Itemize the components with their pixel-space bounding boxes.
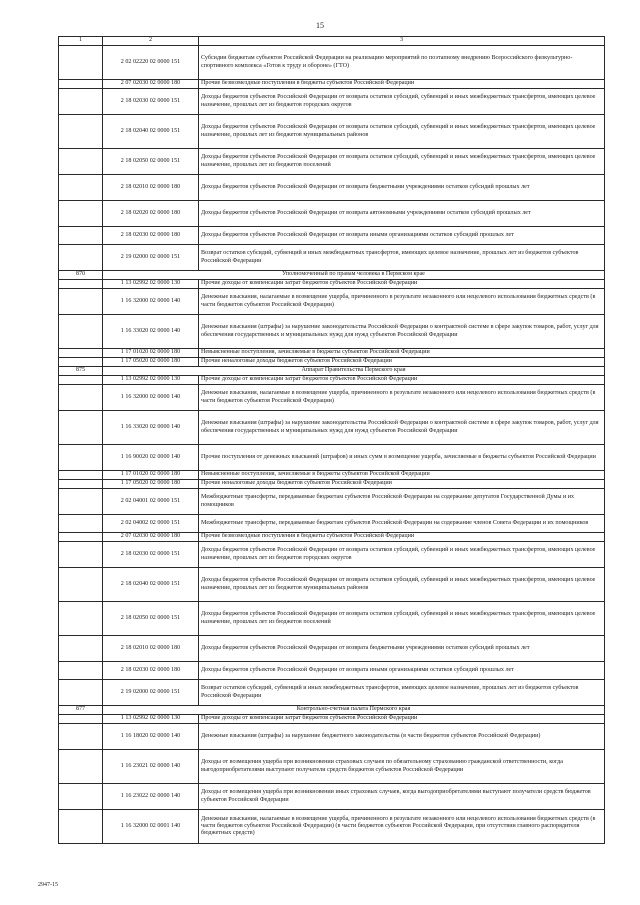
revenue-description: Межбюджетные трансферты, передаваемые бюджетам субъектов Российской Федерации на содержание депутатов Государственной Думы и их помощников	[199, 489, 605, 515]
column-number-1: 1	[59, 37, 103, 46]
administrator-code: 877	[59, 706, 103, 715]
administrator-code-cell	[59, 376, 103, 385]
budget-classification-code: 1 16 32000 02 0000 140	[103, 289, 199, 315]
administrator-code-cell	[59, 810, 103, 844]
administrator-name: Контрольно-счетная палата Пермского края	[103, 706, 605, 715]
table-body	[59, 46, 605, 844]
administrator-code-cell	[59, 89, 103, 115]
revenue-description: Прочие безвозмездные поступления в бюджеты субъектов Российской Федерации	[199, 80, 605, 89]
table-row	[59, 602, 605, 636]
table-row	[59, 315, 605, 349]
section-header-row	[59, 271, 605, 280]
revenue-description: Межбюджетные трансферты, передаваемые бюджетам субъектов Российской Федерации на содержание членов Совета Федерации и их помощников	[199, 515, 605, 533]
budget-classification-code: 2 18 02050 02 0000 151	[103, 602, 199, 636]
revenue-description: Денежные взыскания, налагаемые в возмещение ущерба, причиненного в результате незаконного или нецелевого использования бюджетных средств (в части бюджетов субъектов Российской Федерации) (в части бюджетов субъектов Российской Федерации, при отсутствии главного распорядителя бюджетных средств)	[199, 810, 605, 844]
revenue-description: Доходы бюджетов субъектов Российской Федерации от возврата автономными учреждениями остатков субсидий прошлых лет	[199, 201, 605, 227]
revenue-description: Доходы бюджетов субъектов Российской Федерации от возврата остатков субсидий, субвенций и иных межбюджетных трансфертов, имеющих целевое назначение, прошлых лет из бюджетов городских округов	[199, 542, 605, 568]
administrator-code-cell	[59, 680, 103, 706]
table-row	[59, 715, 605, 724]
revenue-description: Возврат остатков субсидий, субвенций и иных межбюджетных трансфертов, имеющих целевое назначение, прошлых лет из бюджетов субъектов Российской Федерации	[199, 245, 605, 271]
budget-classification-code: 2 07 02030 02 0000 180	[103, 533, 199, 542]
revenue-description: Доходы бюджетов субъектов Российской Федерации от возврата остатков субсидий, субвенций и иных межбюджетных трансфертов, имеющих целевое назначение, прошлых лет из бюджетов поселений	[199, 149, 605, 175]
revenue-description: Невыясненные поступления, зачисляемые в бюджеты субъектов Российской Федерации	[199, 349, 605, 358]
table-row	[59, 680, 605, 706]
budget-classification-code: 2 18 02030 02 0000 151	[103, 542, 199, 568]
revenue-description: Прочие доходы от компенсации затрат бюджетов субъектов Российской Федерации	[199, 280, 605, 289]
revenue-description: Денежные взыскания, налагаемые в возмещение ущерба, причиненного в результате незаконного или нецелевого использования бюджетных средств (в части бюджетов субъектов Российской Федерации)	[199, 289, 605, 315]
table-row	[59, 46, 605, 80]
table-row	[59, 289, 605, 315]
administrator-code-cell	[59, 358, 103, 367]
budget-classification-code: 1 13 02992 02 0000 130	[103, 376, 199, 385]
administrator-code-cell	[59, 385, 103, 411]
table-row	[59, 149, 605, 175]
administrator-code-cell	[59, 715, 103, 724]
budget-classification-code: 2 19 02000 02 0000 151	[103, 245, 199, 271]
table-row	[59, 471, 605, 480]
section-header-row	[59, 706, 605, 715]
revenue-description: Прочие доходы от компенсации затрат бюджетов субъектов Российской Федерации	[199, 376, 605, 385]
table-row	[59, 533, 605, 542]
table-row	[59, 724, 605, 750]
table-row	[59, 80, 605, 89]
administrator-code-cell	[59, 175, 103, 201]
revenue-description: Доходы бюджетов субъектов Российской Федерации от возврата бюджетными учреждениями остатков субсидий прошлых лет	[199, 175, 605, 201]
table-row	[59, 227, 605, 245]
administrator-code-cell	[59, 784, 103, 810]
budget-classification-code: 2 02 04002 02 0000 151	[103, 515, 199, 533]
administrator-code-cell	[59, 280, 103, 289]
administrator-code-cell	[59, 636, 103, 662]
revenue-description: Денежные взыскания (штрафы) за нарушение законодательства Российской Федерации о контрактной системе в сфере закупок товаров, работ, услуг для обеспечения государственных и муниципальных нужд для нужд субъектов Российской Федерации	[199, 315, 605, 349]
budget-classification-code: 2 18 02050 02 0000 151	[103, 149, 199, 175]
administrator-code-cell	[59, 480, 103, 489]
budget-classification-code: 2 18 02040 02 0000 151	[103, 115, 199, 149]
table-row	[59, 636, 605, 662]
budget-classification-code: 1 16 32000 02 0000 140	[103, 385, 199, 411]
budget-classification-code: 1 16 23022 02 0000 140	[103, 784, 199, 810]
revenue-description: Доходы от возмещения ущерба при возникновении иных страховых случаев, когда выгодоприобретателями выступают получатели средств бюджетов субъектов Российской Федерации	[199, 784, 605, 810]
revenue-description: Субсидии бюджетам субъектов Российской Федерации на реализацию мероприятий по поэтапному внедрению Всероссийского физкультурно-спортивного комплекса «Готов к труду и обороне» (ГТО)	[199, 46, 605, 80]
budget-classification-code: 1 16 32000 02 0001 140	[103, 810, 199, 844]
budget-classification-code: 2 18 02030 02 0000 180	[103, 662, 199, 680]
budget-classification-code: 2 18 02030 02 0000 151	[103, 89, 199, 115]
revenue-description: Доходы бюджетов субъектов Российской Федерации от возврата остатков субсидий, субвенций и иных межбюджетных трансфертов, имеющих целевое назначение, прошлых лет из бюджетов муниципальных районов	[199, 568, 605, 602]
table-row	[59, 411, 605, 445]
revenue-description: Прочие доходы от компенсации затрат бюджетов субъектов Российской Федерации	[199, 715, 605, 724]
table-row	[59, 810, 605, 844]
table-row	[59, 489, 605, 515]
administrator-code-cell	[59, 533, 103, 542]
revenue-description: Доходы от возмещения ущерба при возникновении страховых случаев по обязательному страхованию гражданской ответственности, когда выгодоприобретателями выступают получатели средств бюджетов субъектов Российской Федерации	[199, 750, 605, 784]
budget-classification-code: 2 18 02010 02 0000 180	[103, 636, 199, 662]
budget-classification-code: 1 16 33020 02 0000 140	[103, 411, 199, 445]
column-number-3: 3	[199, 37, 605, 46]
table-row	[59, 280, 605, 289]
revenue-description: Прочие безвозмездные поступления в бюджеты субъектов Российской Федерации	[199, 533, 605, 542]
revenue-description: Доходы бюджетов субъектов Российской Федерации от возврата остатков субсидий, субвенций и иных межбюджетных трансфертов, имеющих целевое назначение, прошлых лет из бюджетов городских округов	[199, 89, 605, 115]
administrator-code-cell	[59, 750, 103, 784]
revenue-description: Прочие неналоговые доходы бюджетов субъектов Российской Федерации	[199, 358, 605, 367]
administrator-code: 875	[59, 367, 103, 376]
budget-classification-code: 2 07 02030 02 0000 180	[103, 80, 199, 89]
budget-classification-code: 1 17 05020 02 0000 180	[103, 358, 199, 367]
administrator-code-cell	[59, 411, 103, 445]
budget-classification-code: 1 17 05020 02 0000 180	[103, 480, 199, 489]
column-number-2: 2	[103, 37, 199, 46]
table-row	[59, 662, 605, 680]
administrator-code-cell	[59, 46, 103, 80]
revenue-description: Прочие неналоговые доходы бюджетов субъектов Российской Федерации	[199, 480, 605, 489]
table-row	[59, 376, 605, 385]
footer-document-code: 2947-15	[38, 882, 58, 888]
table-row	[59, 175, 605, 201]
administrator-code-cell	[59, 662, 103, 680]
table-row	[59, 245, 605, 271]
budget-classification-code: 1 13 02992 02 0000 130	[103, 280, 199, 289]
revenue-description: Денежные взыскания (штрафы) за нарушение законодательства Российской Федерации о контрактной системе в сфере закупок товаров, работ, услуг для обеспечения государственных и муниципальных нужд для нужд субъектов Российской Федерации	[199, 411, 605, 445]
table-row	[59, 89, 605, 115]
table-row	[59, 568, 605, 602]
budget-classification-code: 1 13 02992 02 0000 130	[103, 715, 199, 724]
administrator-code-cell	[59, 724, 103, 750]
administrator-code-cell	[59, 515, 103, 533]
table-row	[59, 115, 605, 149]
administrator-code-cell	[59, 568, 103, 602]
budget-code-table	[58, 36, 605, 844]
budget-classification-code: 2 18 02030 02 0000 180	[103, 227, 199, 245]
section-header-row	[59, 367, 605, 376]
administrator-code-cell	[59, 289, 103, 315]
table-row	[59, 784, 605, 810]
table-row	[59, 480, 605, 489]
administrator-code-cell	[59, 445, 103, 471]
budget-classification-code: 1 16 33020 02 0000 140	[103, 315, 199, 349]
budget-classification-code: 2 02 04001 02 0000 151	[103, 489, 199, 515]
table-row	[59, 542, 605, 568]
page-number: 15	[316, 21, 324, 30]
budget-classification-code: 1 16 90020 02 0000 140	[103, 445, 199, 471]
revenue-description: Доходы бюджетов субъектов Российской Федерации от возврата бюджетными учреждениями остатков субсидий прошлых лет	[199, 636, 605, 662]
column-number-row	[59, 37, 605, 46]
table-row	[59, 201, 605, 227]
administrator-code-cell	[59, 471, 103, 480]
revenue-description: Доходы бюджетов субъектов Российской Федерации от возврата иными организациями остатков субсидий прошлых лет	[199, 662, 605, 680]
table-row	[59, 385, 605, 411]
revenue-description: Доходы бюджетов субъектов Российской Федерации от возврата иными организациями остатков субсидий прошлых лет	[199, 227, 605, 245]
revenue-description: Невыясненные поступления, зачисляемые в бюджеты субъектов Российской Федерации	[199, 471, 605, 480]
administrator-code-cell	[59, 245, 103, 271]
budget-classification-code: 1 16 23021 02 0000 140	[103, 750, 199, 784]
administrator-code-cell	[59, 80, 103, 89]
revenue-description: Возврат остатков субсидий, субвенций и иных межбюджетных трансфертов, имеющих целевое назначение, прошлых лет из бюджетов субъектов Российской Федерации	[199, 680, 605, 706]
revenue-description: Доходы бюджетов субъектов Российской Федерации от возврата остатков субсидий, субвенций и иных межбюджетных трансфертов, имеющих целевое назначение, прошлых лет из бюджетов поселений	[199, 602, 605, 636]
table-row	[59, 349, 605, 358]
table-row	[59, 515, 605, 533]
administrator-code-cell	[59, 227, 103, 245]
administrator-code-cell	[59, 542, 103, 568]
revenue-description: Доходы бюджетов субъектов Российской Федерации от возврата остатков субсидий, субвенций и иных межбюджетных трансфертов, имеющих целевое назначение, прошлых лет из бюджетов муниципальных районов	[199, 115, 605, 149]
budget-classification-code: 2 19 02000 02 0000 151	[103, 680, 199, 706]
table-row	[59, 358, 605, 367]
revenue-description: Денежные взыскания (штрафы) за нарушение бюджетного законодательства (в части бюджетов субъектов Российской Федерации)	[199, 724, 605, 750]
administrator-code-cell	[59, 349, 103, 358]
table-row	[59, 445, 605, 471]
administrator-code: 870	[59, 271, 103, 280]
administrator-name: Аппарат Правительства Пермского края	[103, 367, 605, 376]
administrator-code-cell	[59, 489, 103, 515]
budget-classification-code: 2 02 02220 02 0000 151	[103, 46, 199, 80]
administrator-code-cell	[59, 201, 103, 227]
budget-classification-code: 1 17 01020 02 0000 180	[103, 349, 199, 358]
administrator-name: Уполномоченный по правам человека в Пермском крае	[103, 271, 605, 280]
administrator-code-cell	[59, 602, 103, 636]
table-row	[59, 750, 605, 784]
administrator-code-cell	[59, 315, 103, 349]
budget-classification-code: 1 16 18020 02 0000 140	[103, 724, 199, 750]
budget-classification-code: 2 18 02010 02 0000 180	[103, 175, 199, 201]
budget-classification-code: 2 18 02020 02 0000 180	[103, 201, 199, 227]
administrator-code-cell	[59, 149, 103, 175]
revenue-description: Прочие поступления от денежных взысканий (штрафов) и иных сумм в возмещение ущерба, зачисляемые в бюджеты субъектов Российской Федерации	[199, 445, 605, 471]
budget-classification-code: 2 18 02040 02 0000 151	[103, 568, 199, 602]
administrator-code-cell	[59, 115, 103, 149]
revenue-description: Денежные взыскания, налагаемые в возмещение ущерба, причиненного в результате незаконного или нецелевого использования бюджетных средств (в части бюджетов субъектов Российской Федерации)	[199, 385, 605, 411]
budget-classification-code: 1 17 01020 02 0000 180	[103, 471, 199, 480]
